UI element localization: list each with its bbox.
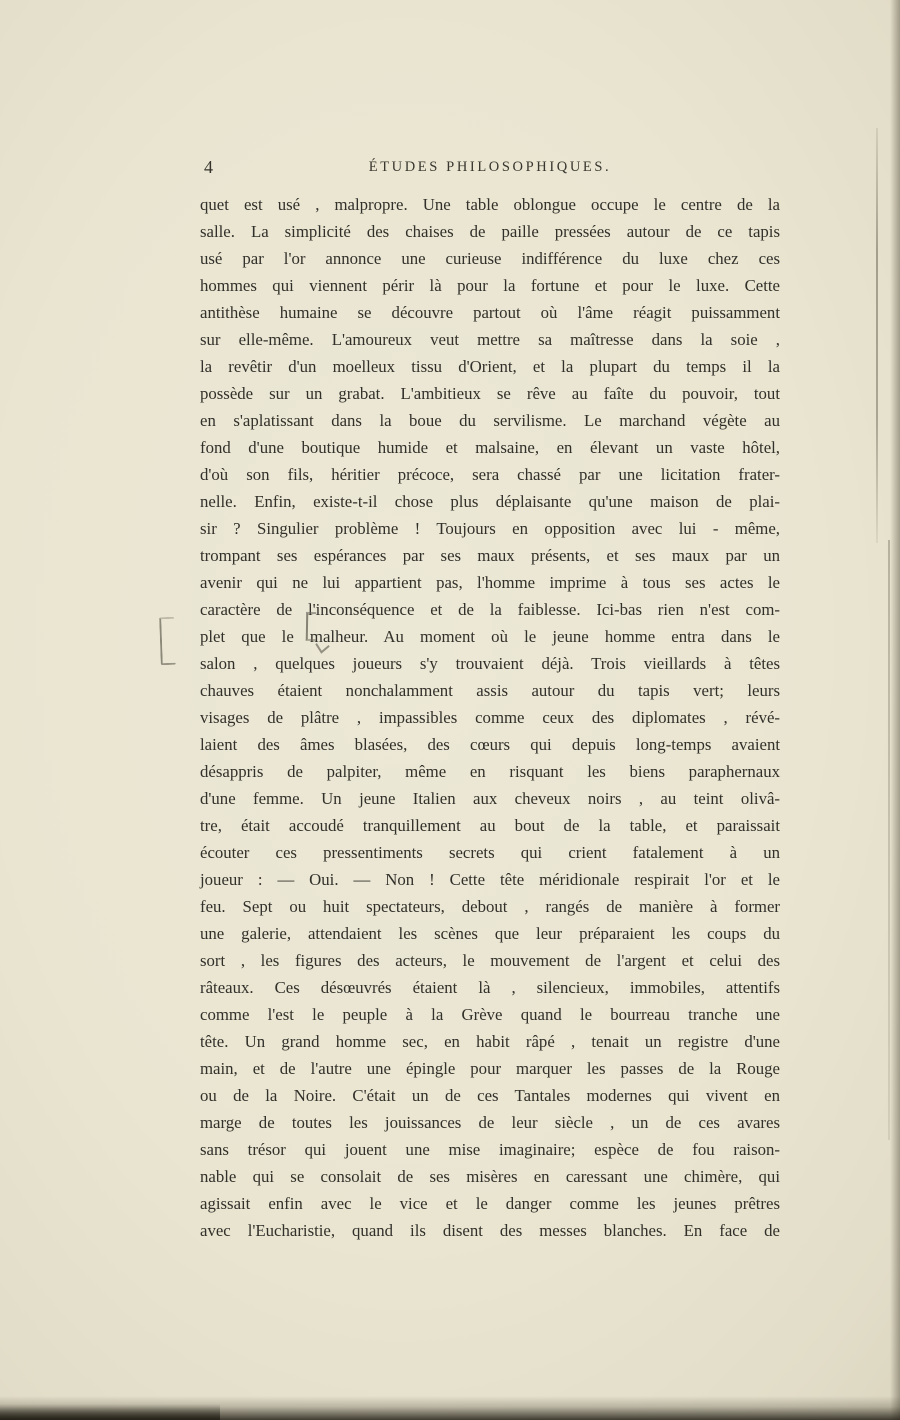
text-line: trompant ses espérances par ses maux présents, et ses maux par un — [200, 546, 780, 565]
text-line: désappris de palpiter, même en risquant les biens paraphernaux — [200, 762, 780, 781]
text-line: la revêtir d'un moelleux tissu d'Orient, et la plupart du temps il la — [200, 357, 780, 376]
text-line: plet que le malheur. Au moment où le jeune homme entra dans le — [200, 627, 780, 646]
text-line: quet est usé , malpropre. Une table oblongue occupe le centre de la — [200, 195, 780, 214]
text-line: une galerie, attendaient les scènes que leur préparaient les coups du — [200, 924, 780, 943]
text-line: râteaux. Ces désœuvrés étaient là , silencieux, immobiles, attentifs — [200, 978, 780, 997]
text-line: avenir qui ne lui appartient pas, l'homme imprime à tous ses actes le — [200, 573, 780, 592]
text-line: comme l'est le peuple à la Grève quand le bourreau tranche une — [200, 1005, 780, 1024]
text-line: hommes qui viennent périr là pour la fortune et pour le luxe. Cette — [200, 276, 780, 295]
text-line: antithèse humaine se découvre partout où l'âme réagit puissamment — [200, 303, 780, 322]
text-line: d'une femme. Un jeune Italien aux cheveux noirs , au teint olivâ- — [200, 789, 780, 808]
text-line: tre, était accoudé tranquillement au bout de la table, et paraissait — [200, 816, 780, 835]
inline-pencil-bracket-mark — [306, 612, 317, 641]
text-line: sans trésor qui jouent une mise imaginaire; espèce de fou raison- — [200, 1140, 780, 1159]
text-line: laient des âmes blasées, des cœurs qui depuis long-temps avaient — [200, 735, 780, 754]
text-line: marge de toutes les jouissances de leur siècle , un de ces avares — [200, 1113, 780, 1132]
scan-edge-shadow-corner — [0, 1404, 220, 1420]
text-line: tête. Un grand homme sec, en habit râpé , tenait un registre d'une — [200, 1032, 780, 1051]
page-number: 4 — [204, 157, 214, 177]
text-line: fond d'une boutique humide et malsaine, en élevant un vaste hôtel, — [200, 438, 780, 457]
text-line: écouter ces pressentiments secrets qui crient fatalement à un — [200, 843, 780, 862]
text-line: avec l'Eucharistie, quand ils disent des messes blanches. En face de — [200, 1221, 780, 1240]
page-header — [200, 157, 780, 181]
text-line: main, et de l'autre une épingle pour marquer les passes de la Rouge — [200, 1059, 780, 1078]
running-header: ÉTUDES PHILOSOPHIQUES. — [368, 159, 612, 175]
page-crease-line — [876, 128, 878, 543]
text-line: salon , quelques joueurs s'y trouvaient déjà. Trois vieillards à têtes — [200, 654, 780, 673]
text-line: d'où son fils, héritier précoce, sera chassé par une licitation frater- — [200, 465, 780, 484]
text-line: sort , les figures des acteurs, le mouvement de l'argent et celui des — [200, 951, 780, 970]
text-line: caractère de l'inconséquence et de la faiblesse. Ici-bas rien n'est com- — [200, 600, 780, 619]
page-body-text — [200, 191, 780, 1244]
text-line: nable qui se consolait de ses misères en caressant une chimère, qui — [200, 1167, 780, 1186]
text-line: sir ? Singulier problème ! Toujours en opposition avec lui - même, — [200, 519, 780, 538]
text-line: nelle. Enfin, existe-t-il chose plus déplaisante qu'une maison de plai- — [200, 492, 780, 511]
text-line: en s'aplatissant dans la boue du servilisme. Le marchand végète au — [200, 411, 780, 430]
text-line: joueur : — Oui. — Non ! Cette tête méridionale respirait l'or et le — [200, 870, 780, 889]
text-line: ou de la Noire. C'était un de ces Tantales modernes qui vivent en — [200, 1086, 780, 1105]
scan-edge-shadow-right — [890, 0, 900, 1420]
text-line: visages de plâtre , impassibles comme ceux des diplomates , révé- — [200, 708, 780, 727]
text-line: usé par l'or annonce une curieuse indifférence du luxe chez ces — [200, 249, 780, 268]
text-line: sur elle-même. L'amoureux veut mettre sa maîtresse dans la soie , — [200, 330, 780, 349]
text-line: feu. Sept ou huit spectateurs, debout , rangés de manière à former — [200, 897, 780, 916]
text-line: chauves étaient nonchalamment assis autour du tapis vert; leurs — [200, 681, 780, 700]
margin-pencil-bracket-mark — [159, 617, 176, 665]
text-line: salle. La simplicité des chaises de paille pressées autour de ce tapis — [200, 222, 780, 241]
text-line: possède sur un grabat. L'ambitieux se rêve au faîte du pouvoir, tout — [200, 384, 780, 403]
text-line: agissait enfin avec le vice et le danger comme les jeunes prêtres — [200, 1194, 780, 1213]
